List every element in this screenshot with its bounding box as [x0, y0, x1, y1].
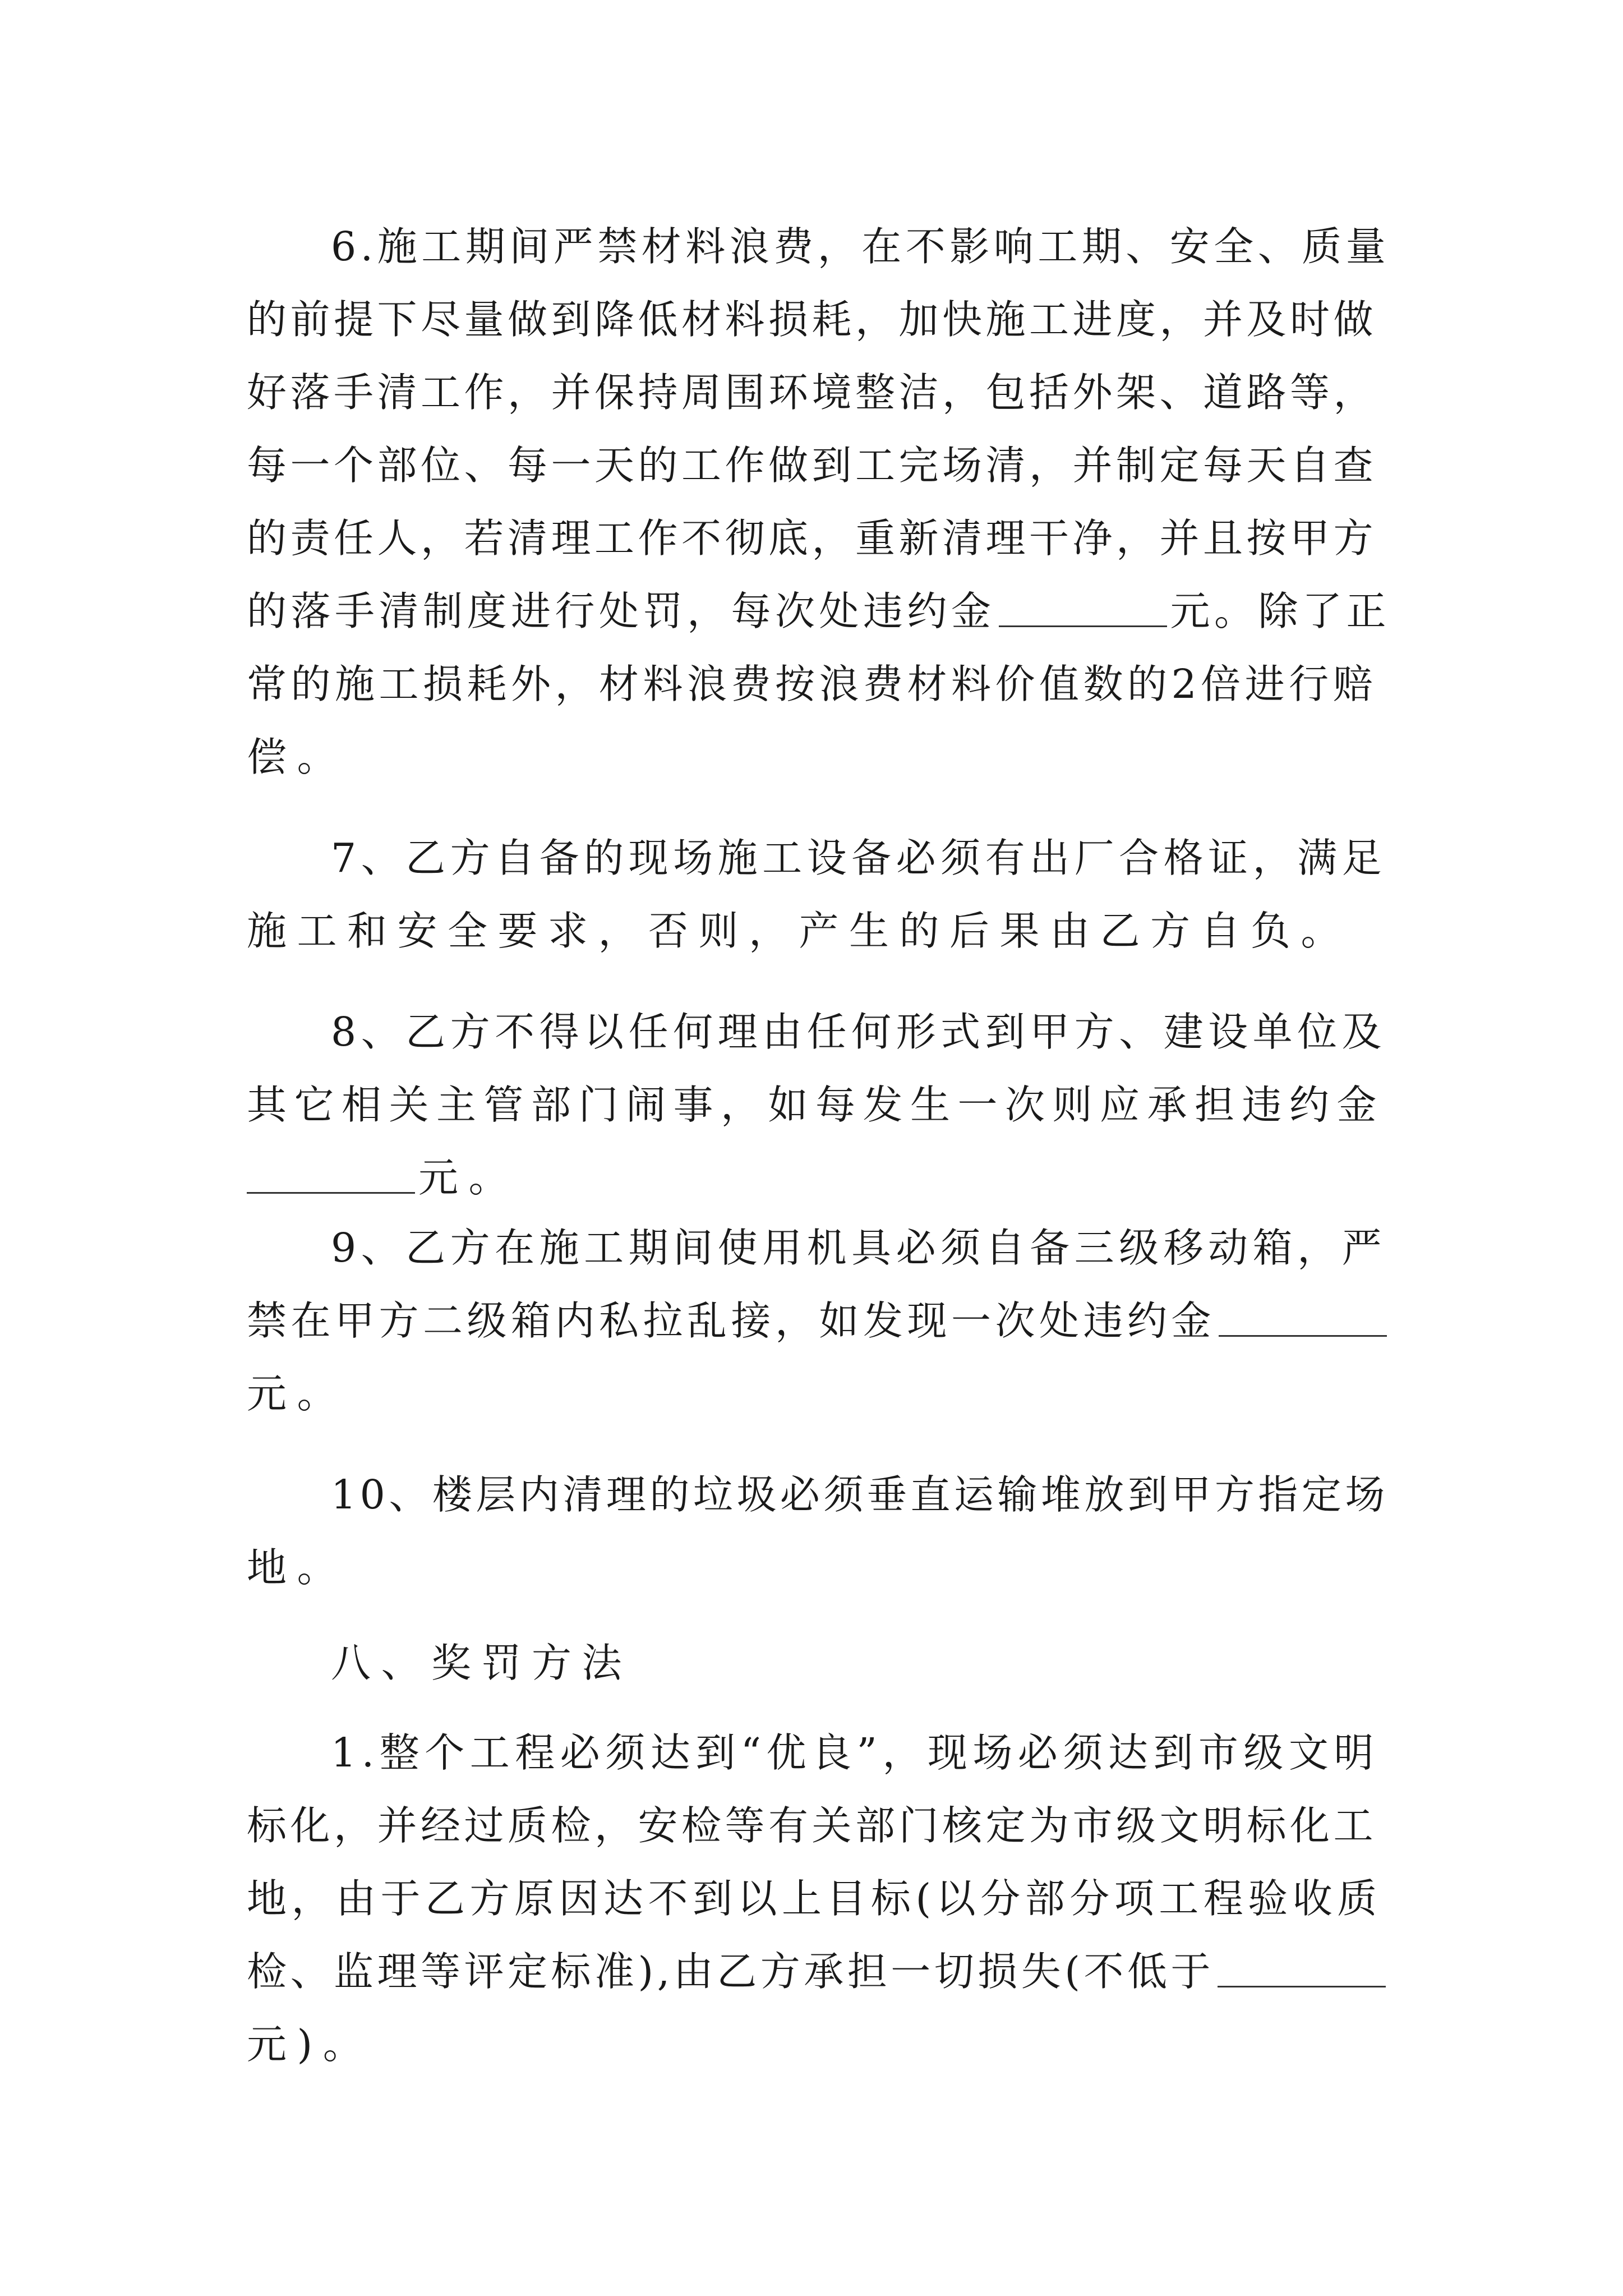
text-line: 8、乙方不得以任何理由任何形式到甲方、建设单位及 [331, 1009, 1387, 1055]
text-line: 的前提下尽量做到降低材料损耗，加快施工进度，并及时做 [247, 296, 1377, 343]
text-line: 施工和安全要求，否则，产生的后果由乙方自负。 [247, 908, 1352, 954]
text-segment: 元。除了正 [1170, 588, 1391, 634]
text-segment: 禁在甲方二级箱内私拉乱接，如发现一次处违约金 [247, 1297, 1216, 1344]
text-line: 常的施工损耗外，材料浪费按浪费材料价值数的2倍进行赔 [247, 661, 1377, 707]
text-line-with-blank [247, 1935, 1389, 2008]
text-line: 地，由于乙方原因达不到以上目标(以分部分项工程验收质 [247, 1875, 1382, 1922]
text-line: 标化，并经过质检，安检等有关部门核定为市级文明标化工 [247, 1802, 1377, 1849]
text-line: 1.整个工程必须达到“优良”，现场必须达到市级文明 [331, 1729, 1379, 1776]
text-line: 的责任人，若清理工作不彻底，重新清理干净，并且按甲方 [247, 515, 1377, 562]
text-segment: 元。 [418, 1154, 519, 1201]
fill-in-blank [1218, 1949, 1386, 1987]
text-line: 6.施工期间严禁材料浪费，在不影响工期、安全、质量 [331, 223, 1390, 270]
fill-in-blank [999, 588, 1167, 627]
text-line: 10、楼层内清理的垃圾必须垂直运输堆放到甲方指定场 [331, 1471, 1389, 1518]
text-line: 偿。 [247, 734, 348, 780]
text-line: 7、乙方自备的现场施工设备必须有出厂合格证，满足 [331, 835, 1387, 881]
text-line: 元。 [247, 1370, 348, 1417]
text-segment: 的落手清制度进行处罚，每次处违约金 [247, 588, 995, 634]
fill-in-blank [1219, 1298, 1387, 1337]
text-line: 其它相关主管部门闹事，如每发生一次则应承担违约金 [247, 1082, 1385, 1128]
text-segment: 检、监理等评定标准),由乙方承担一切损失(不低于 [247, 1948, 1214, 1995]
text-line: 每一个部位、每一天的工作做到工完场清，并制定每天自查 [247, 442, 1377, 489]
text-line-with-blank [247, 1285, 1390, 1358]
text-line-with-blank [247, 1142, 519, 1214]
text-line: 好落手清工作，并保持周围环境整洁，包括外架、道路等， [247, 369, 1377, 416]
fill-in-blank [247, 1155, 415, 1194]
text-line: 9、乙方在施工期间使用机具必须自备三级移动箱，严 [331, 1225, 1387, 1271]
text-line: 元)。 [247, 2021, 374, 2068]
text-line: 地。 [247, 1544, 348, 1591]
section-heading: 八、奖罚方法 [331, 1640, 633, 1686]
text-line-with-blank [247, 575, 1390, 648]
